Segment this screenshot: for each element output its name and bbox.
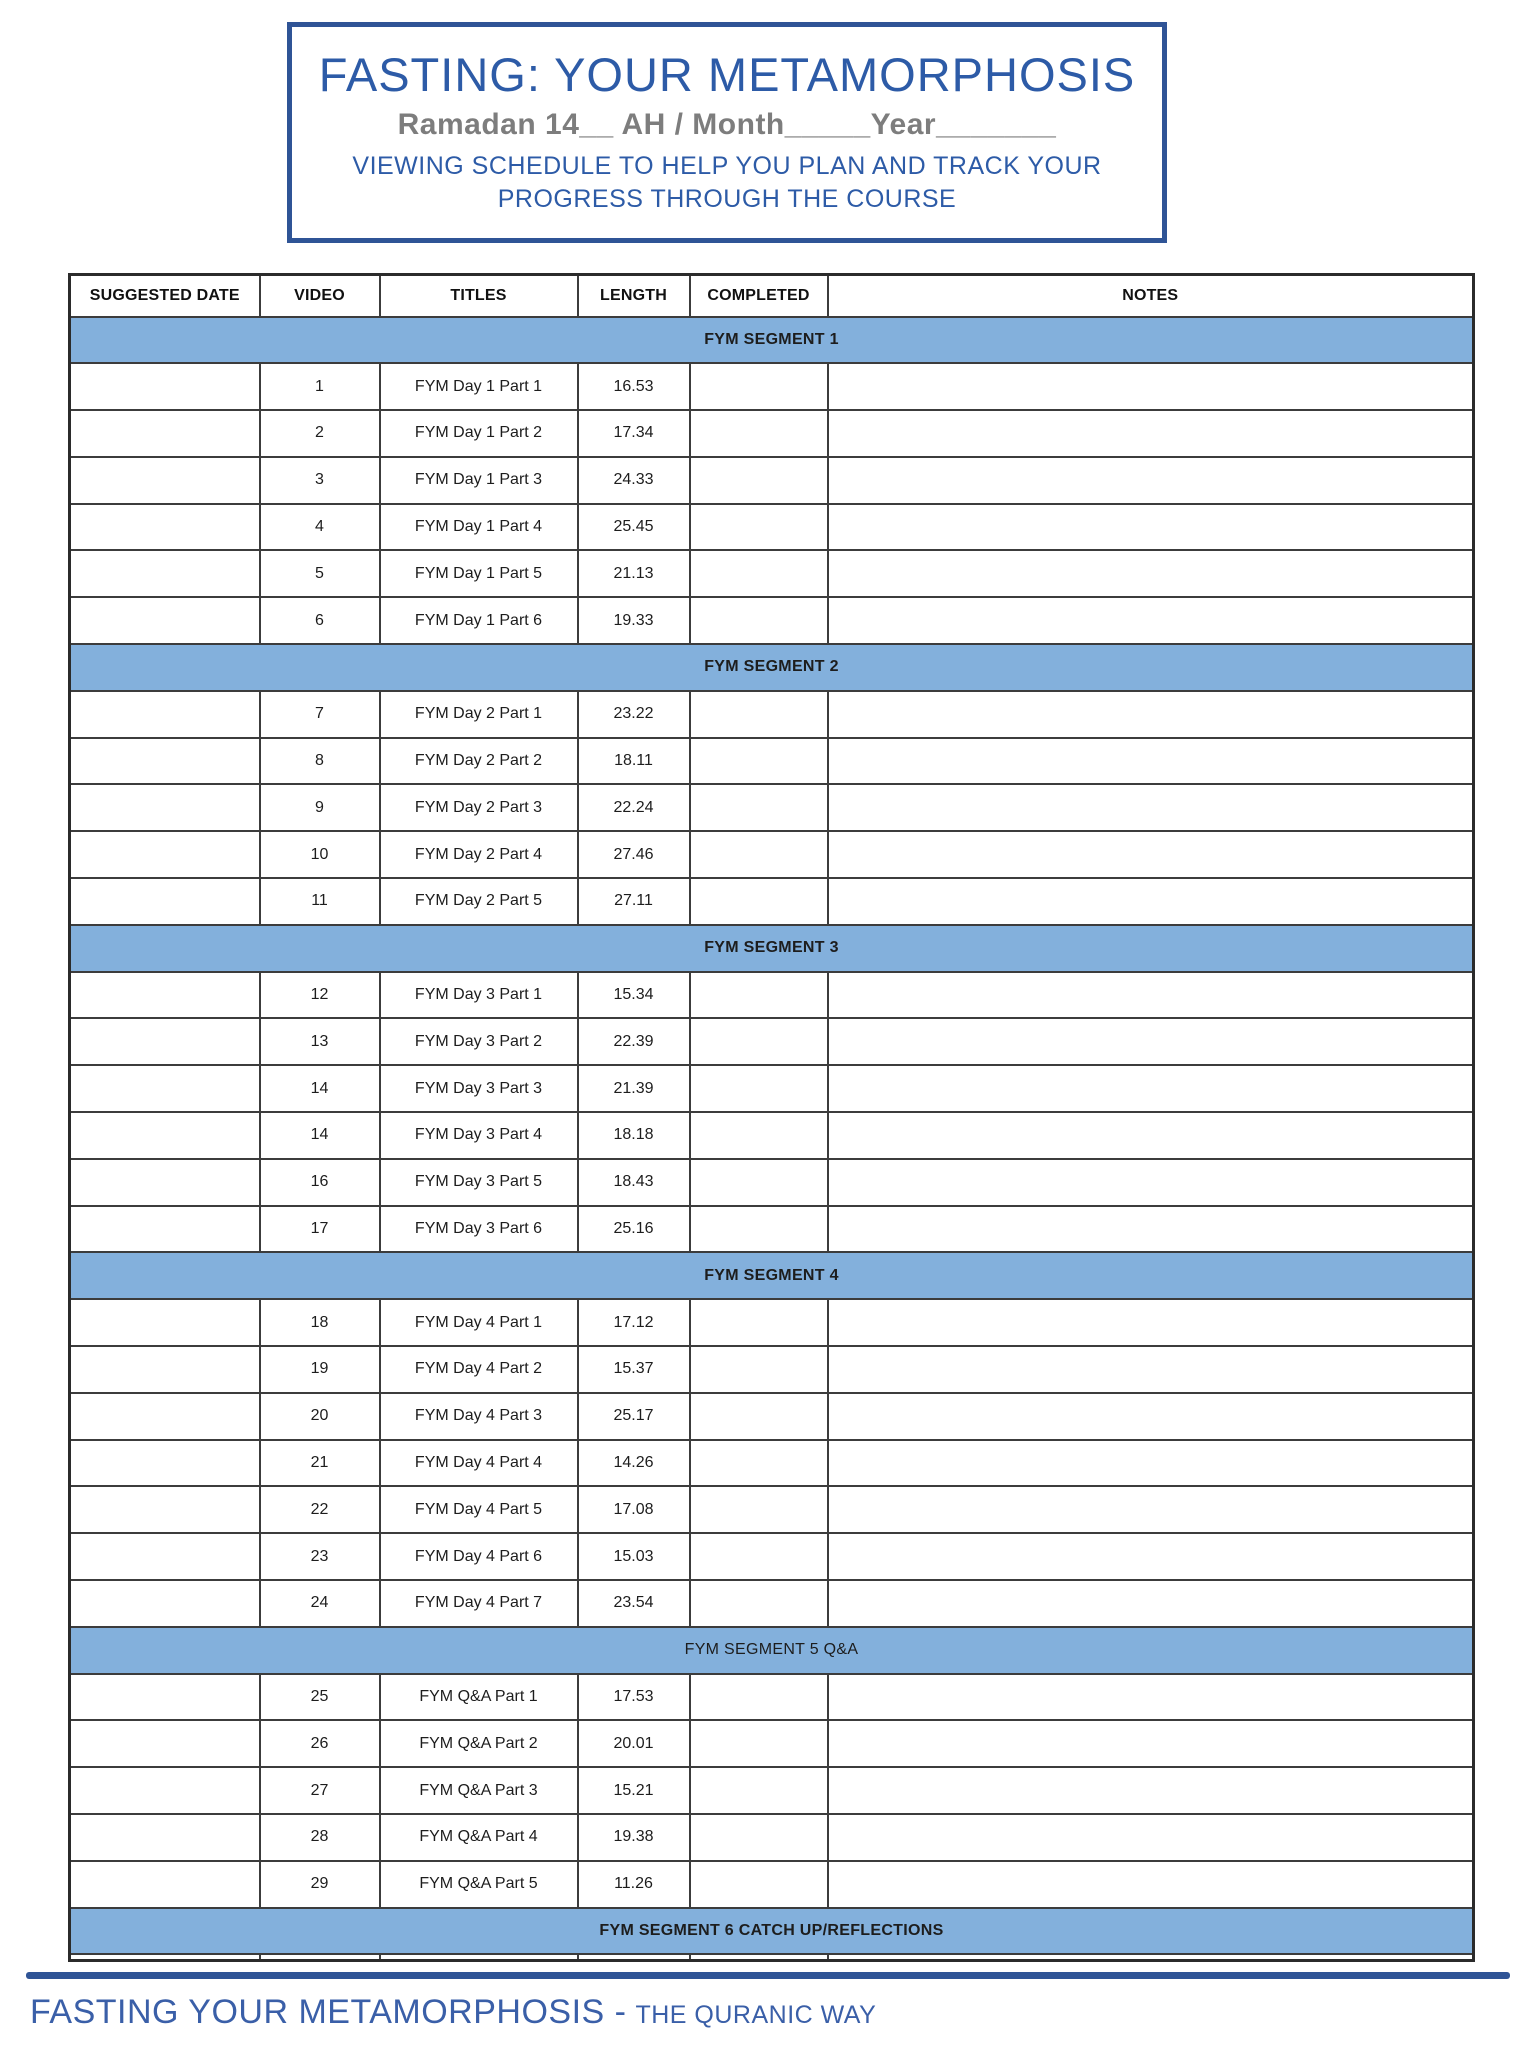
video-row (70, 784, 1474, 831)
segment-label: FYM SEGMENT 5 Q&A (70, 1627, 1474, 1674)
title-cell: FYM Day 3 Part 1 (380, 972, 578, 1019)
segment-label: FYM SEGMENT 1 (70, 317, 1474, 364)
suggested-date-cell (70, 691, 260, 738)
segment-label: FYM SEGMENT 3 (70, 925, 1474, 972)
video-row (70, 1767, 1474, 1814)
video-row (70, 410, 1474, 457)
length-cell: 23.22 (578, 691, 690, 738)
video-number-cell: 24 (260, 1580, 380, 1627)
video-number-cell: 29 (260, 1861, 380, 1908)
length-cell: 18.11 (578, 738, 690, 785)
length-cell: 15.34 (578, 972, 690, 1019)
col-header-video: VIDEO (260, 275, 380, 317)
title-cell: FYM Day 4 Part 7 (380, 1580, 578, 1627)
suggested-date-cell (70, 1674, 260, 1721)
notes-cell (828, 1393, 1474, 1440)
notes-cell (828, 410, 1474, 457)
video-row (70, 878, 1474, 925)
completed-cell (690, 410, 828, 457)
title-cell: FYM Day 3 Part 2 (380, 1018, 578, 1065)
video-number-cell: 8 (260, 738, 380, 785)
video-number-cell: 28 (260, 1814, 380, 1861)
title-cell: FYM Q&A Part 5 (380, 1861, 578, 1908)
length-cell: 11.26 (578, 1861, 690, 1908)
suggested-date-cell (70, 1393, 260, 1440)
suggested-date-cell (70, 1720, 260, 1767)
video-number-cell: 22 (260, 1486, 380, 1533)
notes-cell (828, 1486, 1474, 1533)
completed-cell (690, 1206, 828, 1253)
video-row (70, 597, 1474, 644)
notes-cell (828, 597, 1474, 644)
length-cell: 17.53 (578, 1674, 690, 1721)
title-cell: FYM Day 3 Part 6 (380, 1206, 578, 1253)
completed-cell (690, 1112, 828, 1159)
video-row (70, 1393, 1474, 1440)
video-row (70, 1533, 1474, 1580)
length-cell: 15.37 (578, 1346, 690, 1393)
length-cell: 18.43 (578, 1159, 690, 1206)
notes-cell (828, 1814, 1474, 1861)
notes-cell (828, 1112, 1474, 1159)
col-header-titles: TITLES (380, 275, 578, 317)
completed-cell (690, 1674, 828, 1721)
notes-cell (828, 738, 1474, 785)
segment-label: FYM SEGMENT 4 (70, 1252, 1474, 1299)
length-cell: 19.38 (578, 1814, 690, 1861)
completed-cell (690, 1814, 828, 1861)
title-cell: FYM Day 4 Part 6 (380, 1533, 578, 1580)
notes-cell (828, 878, 1474, 925)
suggested-date-cell (70, 1159, 260, 1206)
title-cell: FYM Day 4 Part 1 (380, 1299, 578, 1346)
schedule-description-line2: PROGRESS THROUGH THE COURSE (497, 184, 957, 213)
video-number-cell: 19 (260, 1346, 380, 1393)
suggested-date-cell (70, 1580, 260, 1627)
video-number-cell: 9 (260, 784, 380, 831)
title-cell: FYM Q&A Part 2 (380, 1720, 578, 1767)
notes-cell (828, 1346, 1474, 1393)
title-cell: FYM Day 4 Part 4 (380, 1440, 578, 1487)
notes-cell (828, 1206, 1474, 1253)
video-row (70, 1440, 1474, 1487)
suggested-date-cell (70, 1112, 260, 1159)
title-box (287, 22, 1167, 243)
title-cell: FYM Day 1 Part 1 (380, 363, 578, 410)
footer-divider-line (26, 1972, 1510, 1979)
title-cell: FYM Day 2 Part 2 (380, 738, 578, 785)
title-cell: FYM Day 3 Part 5 (380, 1159, 578, 1206)
video-number-cell: 4 (260, 504, 380, 551)
schedule-description-line1: VIEWING SCHEDULE TO HELP YOU PLAN AND TRACK YOUR (352, 152, 1102, 181)
title-cell: FYM Day 3 Part 4 (380, 1112, 578, 1159)
footer-brand-line (30, 1993, 876, 2032)
completed-cell (690, 1486, 828, 1533)
video-number-cell: 13 (260, 1018, 380, 1065)
length-cell: 16.53 (578, 363, 690, 410)
suggested-date-cell (70, 457, 260, 504)
suggested-date-cell (70, 878, 260, 925)
completed-cell (690, 457, 828, 504)
video-row (70, 1580, 1474, 1627)
completed-cell (690, 597, 828, 644)
video-row (70, 831, 1474, 878)
notes-cell (828, 1533, 1474, 1580)
suggested-date-cell (70, 597, 260, 644)
notes-cell (828, 1674, 1474, 1721)
video-number-cell: 27 (260, 1767, 380, 1814)
video-number-cell: 23 (260, 1533, 380, 1580)
segment-row-1 (70, 317, 1474, 364)
video-row (70, 1206, 1474, 1253)
video-number-cell: 16 (260, 1159, 380, 1206)
completed-cell (690, 878, 828, 925)
completed-cell (690, 972, 828, 1019)
video-row (70, 1720, 1474, 1767)
suggested-date-cell (70, 363, 260, 410)
segment-row-4 (70, 1252, 1474, 1299)
length-cell: 22.24 (578, 784, 690, 831)
segment-row-3 (70, 925, 1474, 972)
video-number-cell: 1 (260, 363, 380, 410)
suggested-date-cell (70, 831, 260, 878)
segment-row-5 (70, 1627, 1474, 1674)
col-header-length: LENGTH (578, 275, 690, 317)
length-cell: 15.03 (578, 1533, 690, 1580)
title-cell: FYM Day 2 Part 1 (380, 691, 578, 738)
length-cell: 25.45 (578, 504, 690, 551)
video-number-cell: 2 (260, 410, 380, 457)
length-cell: 19.33 (578, 597, 690, 644)
suggested-date-cell (70, 1533, 260, 1580)
suggested-date-cell (70, 1299, 260, 1346)
suggested-date-cell (70, 504, 260, 551)
title-cell: FYM Q&A Part 1 (380, 1674, 578, 1721)
completed-cell (690, 1533, 828, 1580)
video-number-cell: 7 (260, 691, 380, 738)
suggested-date-cell (70, 1346, 260, 1393)
title-cell: FYM Day 1 Part 5 (380, 550, 578, 597)
length-cell: 25.17 (578, 1393, 690, 1440)
notes-cell (828, 363, 1474, 410)
suggested-date-cell (70, 1814, 260, 1861)
title-cell: FYM Day 1 Part 2 (380, 410, 578, 457)
video-row (70, 504, 1474, 551)
title-cell: FYM Day 1 Part 3 (380, 457, 578, 504)
video-row (70, 1112, 1474, 1159)
col-header-notes: NOTES (828, 275, 1474, 317)
suggested-date-cell (70, 1018, 260, 1065)
length-cell: 14.26 (578, 1440, 690, 1487)
notes-cell (828, 831, 1474, 878)
suggested-date-cell (70, 1065, 260, 1112)
segment-label: FYM SEGMENT 6 CATCH UP/REFLECTIONS (70, 1908, 1474, 1955)
suggested-date-cell (70, 1954, 260, 1960)
segment-row-2 (70, 644, 1474, 691)
notes-cell (828, 1580, 1474, 1627)
suggested-date-cell (70, 972, 260, 1019)
footer-tagline: THE QURANIC WAY (635, 2001, 877, 2029)
completed-cell (690, 1393, 828, 1440)
completed-cell (690, 1299, 828, 1346)
suggested-date-cell (70, 1206, 260, 1253)
title-cell: FYM Day 4 Part 5 (380, 1486, 578, 1533)
notes-cell (828, 972, 1474, 1019)
video-row (70, 1814, 1474, 1861)
title-cell: FYM Q&A Part 3 (380, 1767, 578, 1814)
suggested-date-cell (70, 1861, 260, 1908)
column-header-row (70, 275, 1474, 317)
video-row (70, 1674, 1474, 1721)
video-row (70, 691, 1474, 738)
page-title: FASTING: YOUR METAMORPHOSIS (318, 47, 1136, 101)
notes-cell (828, 504, 1474, 551)
schedule-description (352, 150, 1101, 215)
video-row (70, 1065, 1474, 1112)
length-cell: 21.39 (578, 1065, 690, 1112)
video-row (70, 1018, 1474, 1065)
completed-cell (690, 1018, 828, 1065)
video-number-cell: 25 (260, 1674, 380, 1721)
completed-cell (690, 1159, 828, 1206)
video-number-cell: 21 (260, 1440, 380, 1487)
notes-cell (828, 1767, 1474, 1814)
footer-brand: FASTING YOUR METAMORPHOSIS - (30, 1993, 627, 2031)
notes-cell (828, 457, 1474, 504)
schedule-table-container (68, 273, 1472, 1962)
video-number-cell: 14 (260, 1112, 380, 1159)
title-cell: FYM Day 2 Part 3 (380, 784, 578, 831)
title-cell: FYM Day 4 Part 2 (380, 1346, 578, 1393)
completed-cell (690, 1720, 828, 1767)
notes-cell (828, 1720, 1474, 1767)
suggested-date-cell (70, 410, 260, 457)
length-cell: 27.11 (578, 878, 690, 925)
length-cell: 17.12 (578, 1299, 690, 1346)
video-number-cell: 18 (260, 1299, 380, 1346)
notes-cell (828, 1065, 1474, 1112)
completed-cell (690, 1440, 828, 1487)
completed-cell (690, 1861, 828, 1908)
video-number-cell: 20 (260, 1393, 380, 1440)
video-number-cell: 3 (260, 457, 380, 504)
length-cell: 20.01 (578, 1720, 690, 1767)
title-cell: FYM Day 4 Part 3 (380, 1393, 578, 1440)
video-number-cell: 17 (260, 1206, 380, 1253)
notes-cell (828, 784, 1474, 831)
suggested-date-cell (70, 550, 260, 597)
schedule-table (68, 273, 1475, 1962)
length-cell: 17.34 (578, 410, 690, 457)
notes-cell (828, 1440, 1474, 1487)
length-cell: 27.46 (578, 831, 690, 878)
length-cell: 18.18 (578, 1112, 690, 1159)
video-number-cell: 5 (260, 550, 380, 597)
notes-cell (828, 1299, 1474, 1346)
video-number-cell: 11 (260, 878, 380, 925)
completed-cell (690, 738, 828, 785)
completed-cell (690, 1346, 828, 1393)
title-cell: FYM Day 2 Part 5 (380, 878, 578, 925)
length-cell (578, 1954, 690, 1960)
col-header-completed: COMPLETED (690, 275, 828, 317)
video-row (70, 1954, 1474, 1960)
notes-cell (828, 1954, 1474, 1960)
notes-cell (828, 550, 1474, 597)
video-row (70, 1486, 1474, 1533)
notes-cell (828, 1159, 1474, 1206)
video-number-cell: 26 (260, 1720, 380, 1767)
video-row (70, 363, 1474, 410)
video-number-cell: 6 (260, 597, 380, 644)
length-cell: 25.16 (578, 1206, 690, 1253)
video-number-cell (260, 1954, 380, 1960)
completed-cell (690, 691, 828, 738)
video-number-cell: 14 (260, 1065, 380, 1112)
notes-cell (828, 691, 1474, 738)
notes-cell (828, 1018, 1474, 1065)
title-cell (380, 1954, 578, 1960)
suggested-date-cell (70, 1440, 260, 1487)
suggested-date-cell (70, 1767, 260, 1814)
video-row (70, 1299, 1474, 1346)
video-row (70, 738, 1474, 785)
segment-row-6 (70, 1908, 1474, 1955)
suggested-date-cell (70, 1486, 260, 1533)
title-cell: FYM Day 3 Part 3 (380, 1065, 578, 1112)
length-cell: 15.21 (578, 1767, 690, 1814)
video-number-cell: 10 (260, 831, 380, 878)
completed-cell (690, 1954, 828, 1960)
video-row (70, 1861, 1474, 1908)
length-cell: 21.13 (578, 550, 690, 597)
video-row (70, 457, 1474, 504)
completed-cell (690, 363, 828, 410)
length-cell: 24.33 (578, 457, 690, 504)
completed-cell (690, 1580, 828, 1627)
length-cell: 22.39 (578, 1018, 690, 1065)
length-cell: 17.08 (578, 1486, 690, 1533)
col-header-suggested-date: SUGGESTED DATE (70, 275, 260, 317)
completed-cell (690, 784, 828, 831)
length-cell: 23.54 (578, 1580, 690, 1627)
completed-cell (690, 1065, 828, 1112)
completed-cell (690, 831, 828, 878)
segment-label: FYM SEGMENT 2 (70, 644, 1474, 691)
completed-cell (690, 1767, 828, 1814)
suggested-date-cell (70, 784, 260, 831)
completed-cell (690, 550, 828, 597)
date-fill-in-line: Ramadan 14__ AH / Month_____Year_______ (397, 108, 1057, 142)
video-row (70, 1346, 1474, 1393)
completed-cell (690, 504, 828, 551)
title-cell: FYM Day 2 Part 4 (380, 831, 578, 878)
title-cell: FYM Day 1 Part 6 (380, 597, 578, 644)
video-row (70, 550, 1474, 597)
suggested-date-cell (70, 738, 260, 785)
video-row (70, 1159, 1474, 1206)
title-cell: FYM Day 1 Part 4 (380, 504, 578, 551)
video-number-cell: 12 (260, 972, 380, 1019)
notes-cell (828, 1861, 1474, 1908)
title-cell: FYM Q&A Part 4 (380, 1814, 578, 1861)
video-row (70, 972, 1474, 1019)
